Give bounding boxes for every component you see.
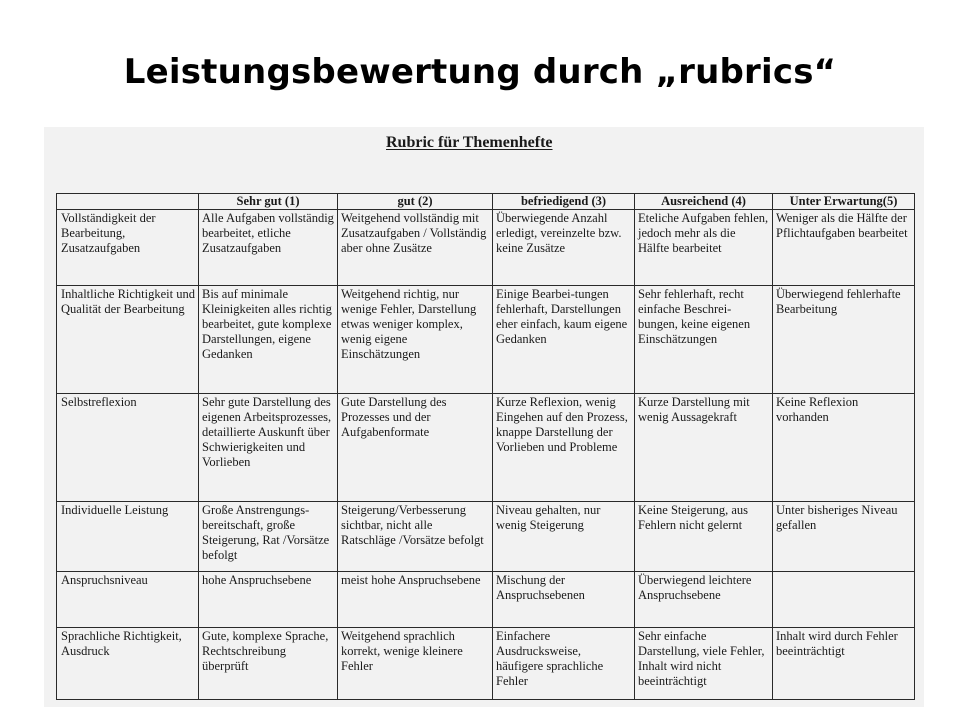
table-cell: Inhalt wird durch Fehler beeinträchtigt — [773, 628, 915, 700]
table-cell: hohe Anspruchsebene — [199, 572, 338, 628]
table-row — [57, 394, 915, 502]
table-cell: Keine Steigerung, aus Fehlern nicht gelernt — [635, 502, 773, 572]
table-cell: Gute, komplexe Sprache, Rechtschreibung überprüft — [199, 628, 338, 700]
table-row — [57, 286, 915, 394]
table-row — [57, 210, 915, 286]
table-cell: Überwiegende Anzahl erledigt, vereinzelte bzw. keine Zusätze — [493, 210, 635, 286]
header-gut: gut (2) — [338, 194, 493, 210]
table-cell: Unter bisheriges Niveau gefallen — [773, 502, 915, 572]
table-cell — [773, 572, 915, 628]
scanned-rubric-document — [44, 127, 924, 707]
table-cell: Steigerung/Verbesserung sichtbar, nicht alle Ratschläge /Vorsätze befolgt — [338, 502, 493, 572]
row-criterion: Inhaltliche Richtigkeit und Qualität der Bearbeitung — [57, 286, 199, 394]
table-cell: Alle Aufgaben vollständig bearbeitet, etliche Zusatzaufgaben — [199, 210, 338, 286]
rubric-table — [56, 193, 915, 700]
table-cell: Weitgehend sprachlich korrekt, wenige kleinere Fehler — [338, 628, 493, 700]
table-cell: Einfachere Ausdrucksweise, häufigere sprachliche Fehler — [493, 628, 635, 700]
table-cell: Überwiegend leichtere Anspruchsebene — [635, 572, 773, 628]
table-cell: meist hohe Anspruchsebene — [338, 572, 493, 628]
table-cell: Niveau gehalten, nur wenig Steigerung — [493, 502, 635, 572]
table-cell: Gute Darstellung des Prozesses und der Aufgabenformate — [338, 394, 493, 502]
table-cell: Sehr gute Darstellung des eigenen Arbeitsprozesses, detaillierte Auskunft über Schwierigkeiten und Vorlieben — [199, 394, 338, 502]
document-title: Rubric für Themenhefte — [386, 134, 553, 151]
row-criterion: Vollständigkeit der Bearbeitung, Zusatzaufgaben — [57, 210, 199, 286]
header-sehr-gut: Sehr gut (1) — [199, 194, 338, 210]
header-empty-cell — [57, 194, 199, 210]
header-ausreichend: Ausreichend (4) — [635, 194, 773, 210]
row-criterion: Anspruchsniveau — [57, 572, 199, 628]
table-header-row — [57, 194, 915, 210]
table-cell: Mischung der Anspruchsebenen — [493, 572, 635, 628]
table-cell: Kurze Darstellung mit wenig Aussagekraft — [635, 394, 773, 502]
table-cell: Sehr fehlerhaft, recht einfache Beschrei-bungen, keine eigenen Einschätzungen — [635, 286, 773, 394]
table-row — [57, 628, 915, 700]
table-cell: Bis auf minimale Kleinigkeiten alles richtig bearbeitet, gute komplexe Darstellungen, eigene Gedanken — [199, 286, 338, 394]
slide-title: Leistungsbewertung durch „rubrics“ — [123, 52, 837, 92]
table-cell: Einige Bearbei-tungen fehlerhaft, Darstellungen eher einfach, kaum eigene Gedanken — [493, 286, 635, 394]
table-cell: Sehr einfache Darstellung, viele Fehler, Inhalt wird nicht beeinträchtigt — [635, 628, 773, 700]
table-row — [57, 502, 915, 572]
header-unter-erwartung: Unter Erwartung(5) — [773, 194, 915, 210]
table-cell: Kurze Reflexion, wenig Eingehen auf den Prozess, knappe Darstellung der Vorlieben und Probleme — [493, 394, 635, 502]
table-cell: Große Anstrengungs-bereitschaft, große Steigerung, Rat /Vorsätze befolgt — [199, 502, 338, 572]
table-row — [57, 572, 915, 628]
row-criterion: Sprachliche Richtigkeit, Ausdruck — [57, 628, 199, 700]
table-cell: Keine Reflexion vorhanden — [773, 394, 915, 502]
header-befriedigend: befriedigend (3) — [493, 194, 635, 210]
row-criterion: Individuelle Leistung — [57, 502, 199, 572]
table-cell: Weniger als die Hälfte der Pflichtaufgaben bearbeitet — [773, 210, 915, 286]
table-cell: Weitgehend richtig, nur wenige Fehler, Darstellung etwas weniger komplex, wenig eigene Einschätzungen — [338, 286, 493, 394]
row-criterion: Selbstreflexion — [57, 394, 199, 502]
table-cell: Überwiegend fehlerhafte Bearbeitung — [773, 286, 915, 394]
table-cell: Weitgehend vollständig mit Zusatzaufgaben / Vollständig aber ohne Zusätze — [338, 210, 493, 286]
table-cell: Eteliche Aufgaben fehlen, jedoch mehr als die Hälfte bearbeitet — [635, 210, 773, 286]
